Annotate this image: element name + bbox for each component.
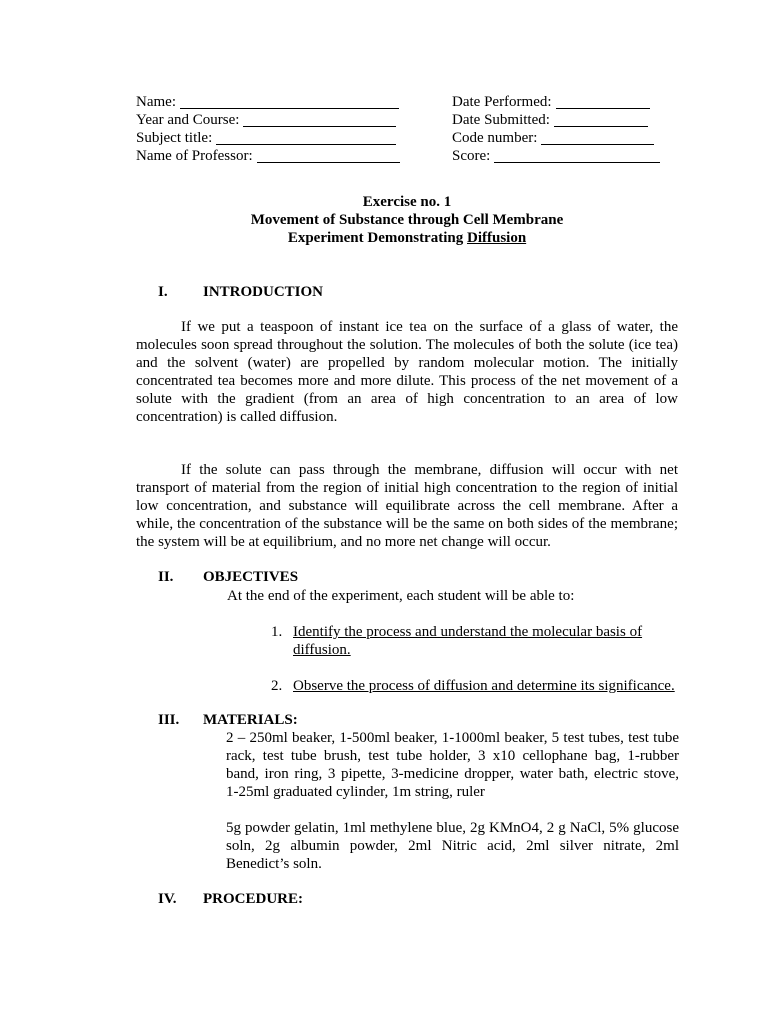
year-and-course-blank-line xyxy=(243,114,396,127)
paragraph-line: band, iron ring, 3 pipette, 3-medicine dropper, water bath, electric stove, xyxy=(226,766,679,782)
objectives-lead-text: At the end of the experiment, each student will be able to: xyxy=(227,588,575,604)
materials-equipment-list xyxy=(226,729,679,801)
paragraph-line: 1-25ml graduated cylinder, 1m string, ruler xyxy=(226,784,485,800)
objective-text xyxy=(293,677,677,695)
code-number-label: Code number: xyxy=(452,130,538,146)
date-submitted-label: Date Submitted: xyxy=(452,112,550,128)
objective-line-text: Identify the process and understand the molecular basis of xyxy=(293,624,643,640)
date-submitted-field xyxy=(452,111,648,129)
paragraph-line: If the solute can pass through the membrane, diffusion will occur with net xyxy=(181,462,678,478)
professor-name-field xyxy=(136,147,400,165)
exercise-title-block xyxy=(136,193,678,247)
paragraph-line: rack, test tube brush, test tube holder, 3 x10 cellophane bag, 1-rubber xyxy=(226,748,679,764)
paragraph-line: If we put a teaspoon of instant ice tea on the surface of a glass of water, the xyxy=(181,319,678,335)
paragraph-line: the system will be at equilibrium, and no more net change will occur. xyxy=(136,534,551,550)
date-submitted-blank-line xyxy=(554,114,648,127)
objective-line-text: Observe the process of diffusion and determine its significance. xyxy=(293,678,675,694)
experiment-title-keyword: Diffusion xyxy=(466,230,527,246)
objective-item xyxy=(271,623,678,659)
professor-name-label: Name of Professor: xyxy=(136,148,253,164)
paragraph-line: Benedict’s soln. xyxy=(226,856,322,872)
code-number-blank-line xyxy=(541,132,654,145)
paragraph-line: 5g powder gelatin, 1ml methylene blue, 2g KMnO4, 2 g NaCl, 5% glucose xyxy=(226,820,679,836)
subject-title-field xyxy=(136,129,396,147)
introduction-paragraph-2 xyxy=(136,461,678,551)
materials-reagents-list xyxy=(226,819,679,873)
section-title: MATERIALS: xyxy=(203,712,298,728)
experiment-title xyxy=(136,229,678,247)
page-content xyxy=(136,93,678,908)
year-and-course-label: Year and Course: xyxy=(136,112,240,128)
student-info-header xyxy=(136,93,678,165)
paragraph-line: concentration) is called diffusion. xyxy=(136,409,338,425)
paragraph-line: soln, 2g albumin powder, 2ml Nitric acid, 2ml silver nitrate, 2ml xyxy=(226,838,679,854)
name-field xyxy=(136,93,399,111)
paragraph-line: solute with the gradient (from an area of high concentration to an area of low xyxy=(136,391,678,407)
professor-name-blank-line xyxy=(257,150,400,163)
section-heading-objectives xyxy=(136,568,678,586)
section-title: OBJECTIVES xyxy=(203,569,299,585)
exercise-topic: Movement of Substance through Cell Membrane xyxy=(250,212,564,228)
section-title: INTRODUCTION xyxy=(203,284,324,300)
objective-text xyxy=(293,623,677,659)
name-label: Name: xyxy=(136,94,176,110)
paragraph-line: molecules soon spread throughout the solution. The molecules of both the solute (ice tea) xyxy=(136,337,678,353)
introduction-paragraph-1 xyxy=(136,318,678,426)
paragraph-line: low concentration, and substance will equilibrate across the cell membrane. After a xyxy=(136,498,678,514)
year-and-course-field xyxy=(136,111,396,129)
objective-item xyxy=(271,677,678,695)
score-blank-line xyxy=(494,150,660,163)
paragraph-line: concentrated tea becomes more and more dilute. This process of the net movement of a xyxy=(136,373,678,389)
section-heading-introduction xyxy=(136,283,678,301)
subject-title-blank-line xyxy=(216,132,396,145)
section-number: III. xyxy=(158,712,180,728)
date-performed-label: Date Performed: xyxy=(452,94,552,110)
section-number: IV. xyxy=(158,891,177,907)
score-label: Score: xyxy=(452,148,491,164)
paragraph-line: 2 – 250ml beaker, 1-500ml beaker, 1-1000ml beaker, 5 test tubes, test tube xyxy=(226,730,679,746)
student-info-right-column xyxy=(452,93,660,165)
section-number: I. xyxy=(158,284,168,300)
section-title: PROCEDURE: xyxy=(203,891,303,907)
section-number: II. xyxy=(158,569,174,585)
exercise-number: Exercise no. 1 xyxy=(362,194,452,210)
paragraph-line: and the solvent (water) are propelled by random molecular motion. The initially xyxy=(136,355,678,371)
objective-line xyxy=(293,623,677,641)
name-blank-line xyxy=(180,96,399,109)
student-info-left-column xyxy=(136,93,400,165)
section-heading-procedure xyxy=(136,890,678,908)
paragraph-line: while, the concentration of the substance will be the same on both sides of the membrane; xyxy=(136,516,678,532)
code-number-field xyxy=(452,129,654,147)
objective-line-text: diffusion. xyxy=(293,642,351,658)
subject-title-label: Subject title: xyxy=(136,130,213,146)
section-heading-materials xyxy=(136,711,678,729)
objective-line xyxy=(293,677,677,695)
objective-line xyxy=(293,641,677,659)
objective-number: 1. xyxy=(271,624,283,640)
date-performed-blank-line xyxy=(556,96,650,109)
date-performed-field xyxy=(452,93,650,111)
paragraph-line: transport of material from the region of initial high concentration to the region of initial xyxy=(136,480,678,496)
objective-number: 2. xyxy=(271,678,283,694)
experiment-title-prefix: Experiment Demonstrating xyxy=(287,230,464,246)
score-field xyxy=(452,147,660,165)
